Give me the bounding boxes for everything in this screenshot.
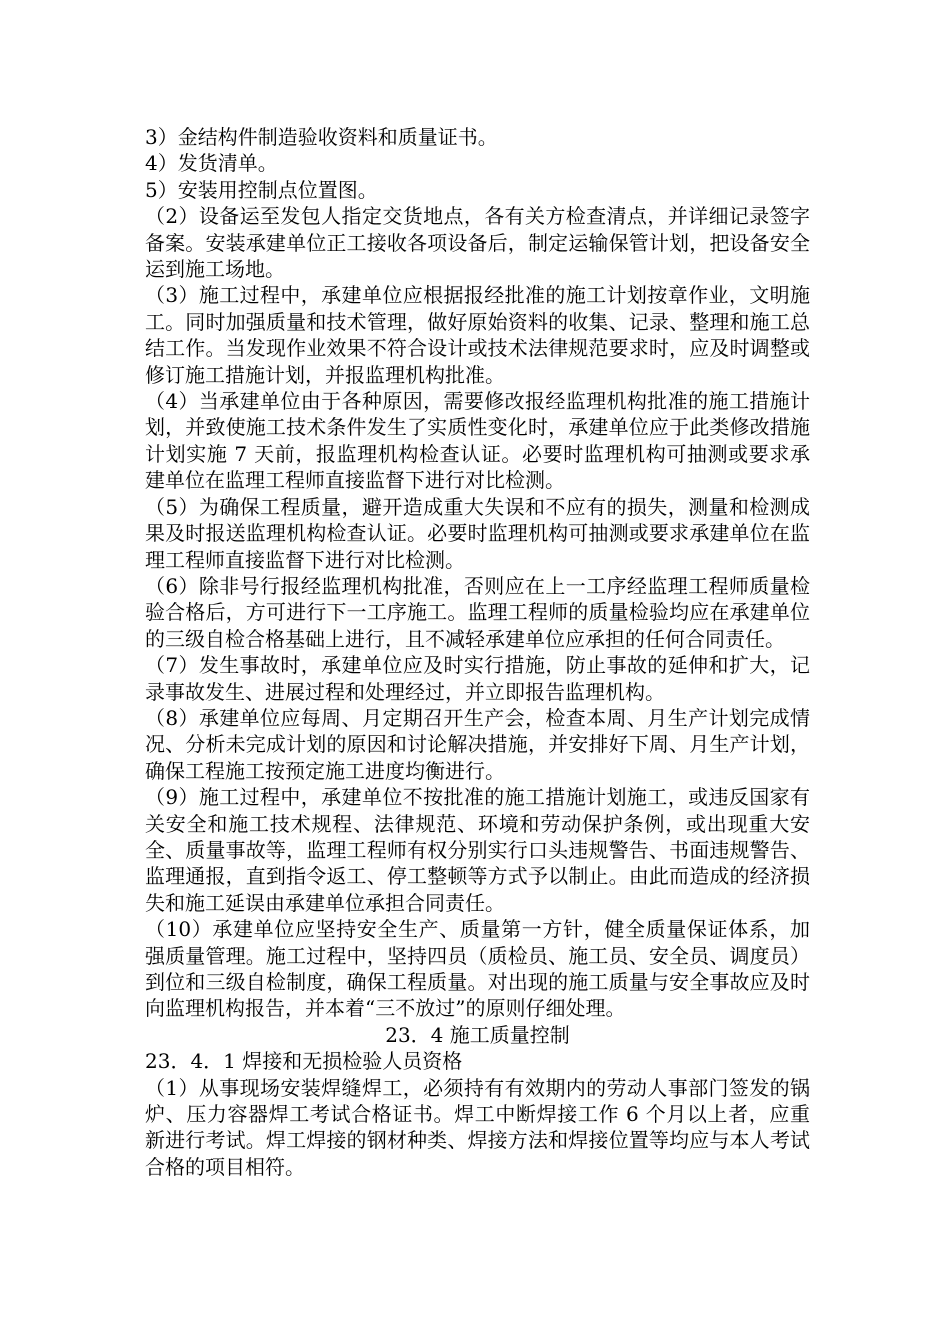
paragraph-4-plan-modification: （4）当承建单位由于各种原因，需要修改报经监理机构批准的施工措施计划，并致使施工技术条件发生了实质性变化时，承建单位应于此类修改措施计划实施 7 天前，报监理机构检查认证。必要时监理机构可抽测或要求承建单位在监理工程师直接监督下进行对比检测。 — [145, 389, 810, 493]
paragraph-2-equipment-delivery: （2）设备运至发包人指定交货地点，各有关方检查清点，并详细记录签字备案。安装承建单位正工接收各项设备后，制定运输保管计划，把设备安全运到施工场地。 — [145, 204, 810, 282]
subsection-heading: 23．4．1 焊接和无损检验人员资格 — [145, 1049, 463, 1074]
paragraph-6-process-inspection: （6）除非号行报经监理机构批准，否则应在上一工序经监理工程师质量检验合格后，方可进行下一工序施工。监理工程师的质量检验均应在承建单位的三级自检合格基础上进行，且不减轻承建单位应承担的任何合同责任。 — [145, 573, 810, 651]
list-item-3: 3）金结构件制造验收资料和质量证书。 — [145, 125, 498, 149]
paragraph-7-accident-handling: （7）发生事故时，承建单位应及时实行措施，防止事故的延伸和扩大，记录事故发生、进展过程和处理经过，并立即报告监理机构。 — [145, 653, 810, 704]
list-item-4: 4）发货清单。 — [145, 151, 278, 176]
section-heading: 23．4 施工质量控制 — [385, 1022, 570, 1047]
paragraph-10-safety-quality: （10）承建单位应坚持安全生产、质量第一方针，健全质量保证体系，加强质量管理。施工过程中，坚持四员（质检员、施工员、安全员、调度员）到位和三级自检制度，确保工程质量。对出现的施工质量与安全事故应及时向监理机构报告，并本着“三不放过”的原则仔细处理。 — [145, 917, 810, 1021]
paragraph-5-quality-assurance: （5）为确保工程质量，避开造成重大失误和不应有的损失，测量和检测成果及时报送监理机构检查认证。必要时监理机构可抽测或要求承建单位在监理工程师直接监督下进行对比检测。 — [145, 494, 810, 572]
list-item-5: 5）安装用控制点位置图。 — [145, 177, 378, 202]
document-page — [145, 124, 810, 1180]
paragraph-welder-qualification: （1）从事现场安装焊缝焊工，必须持有有效期内的劳动人事部门签发的锅炉、压力容器焊工考试合格证书。焊工中断焊接工作 6 个月以上者，应重新进行考试。焊工焊接的钢材种类、焊接方法和焊接位置等均应与本人考试合格的项目相符。 — [145, 1075, 810, 1179]
paragraph-3-construction-process: （3）施工过程中，承建单位应根据报经批准的施工计划按章作业，文明施工。同时加强质量和技术管理，做好原始资料的收集、记录、整理和施工总结工作。当发现作业效果不符合设计或技术法律规范要求时，应及时调整或修订施工措施计划，并报监理机构批准。 — [145, 283, 810, 387]
paragraph-9-violations: （9）施工过程中，承建单位不按批准的施工措施计划施工，或违反国家有关安全和施工技术规程、法律规范、环境和劳动保护条例，或出现重大安全、质量事故等，监理工程师有权分别实行口头违规警告、书面违规警告、监理通报，直到指令返工、停工整顿等方式予以制止。由此而造成的经济损失和施工延误由承建单位承担合同责任。 — [145, 785, 810, 915]
paragraph-8-production-meetings: （8）承建单位应每周、月定期召开生产会，检查本周、月生产计划完成情况、分析未完成计划的原因和讨论解决措施，并安排好下周、月生产计划，确保工程施工按预定施工进度均衡进行。 — [145, 705, 810, 783]
